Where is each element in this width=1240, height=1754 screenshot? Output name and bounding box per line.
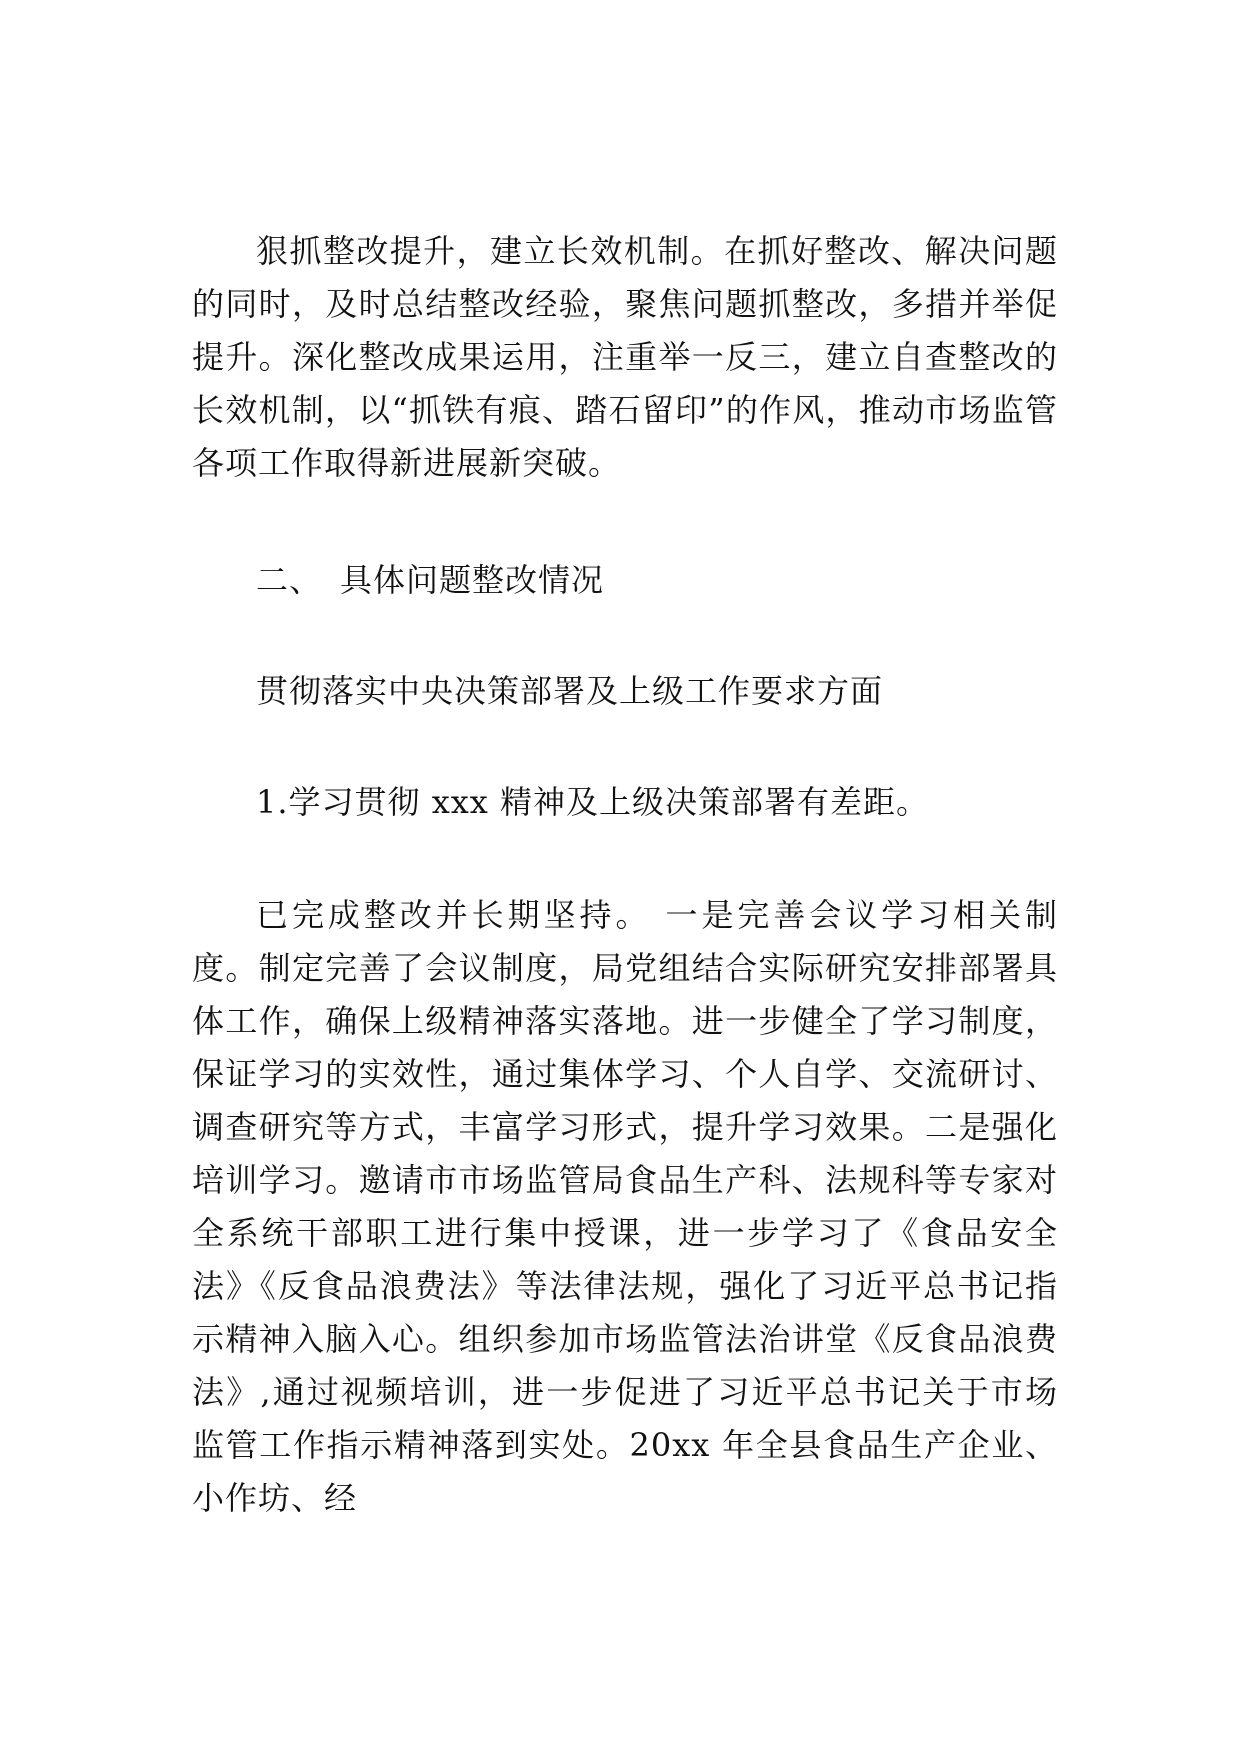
subsection-heading: 贯彻落实中央决策部署及上级工作要求方面 [256,672,884,710]
spacer [192,829,1058,889]
paragraph-rectification: 狠抓整改提升，建立长效机制。在抓好整改、解决问题的同时，及时总结整改经验，聚焦问题抓整改，多措并举促提升。深化整改成果运用，注重举一反三，建立自查整改的长效机制，以“抓铁有痕、踏石留印”的作风，推动市场监管各项工作取得新进展新突破。 [192,232,1058,482]
spacer [192,490,1058,554]
spacer [192,607,1058,665]
section-title: 具体问题整改情况 [340,561,605,599]
spacer [192,718,1058,776]
item-heading: 1.学习贯彻 xxx 精神及上级决策部署有差距。 [256,783,930,821]
section-heading [192,554,1058,607]
document-body [192,225,1058,1525]
section-number: 二、 [256,561,323,599]
paragraph-completed: 已完成整改并长期坚持。 一是完善会议学习相关制度。制定完善了会议制度，局党组结合实际研究安排部署具体工作，确保上级精神落实落地。进一步健全了学习制度，保证学习的实效性，通过集体学习、个人自学、交流研讨、调查研究等方式，丰富学习形式，提升学习效果。二是强化培训学习。邀请市市场监管局食品生产科、法规科等专家对全系统干部职工进行集中授课，进一步学习了《食品安全法》《反食品浪费法》等法律法规，强化了习近平总书记指示精神入脑入心。组织参加市场监管法治讲堂《反食品浪费法》,通过视频培训，进一步促进了习近平总书记关于市场监管工作指示精神落到实处。20xx 年全县食品生产企业、小作坊、经 [192,896,1058,1517]
